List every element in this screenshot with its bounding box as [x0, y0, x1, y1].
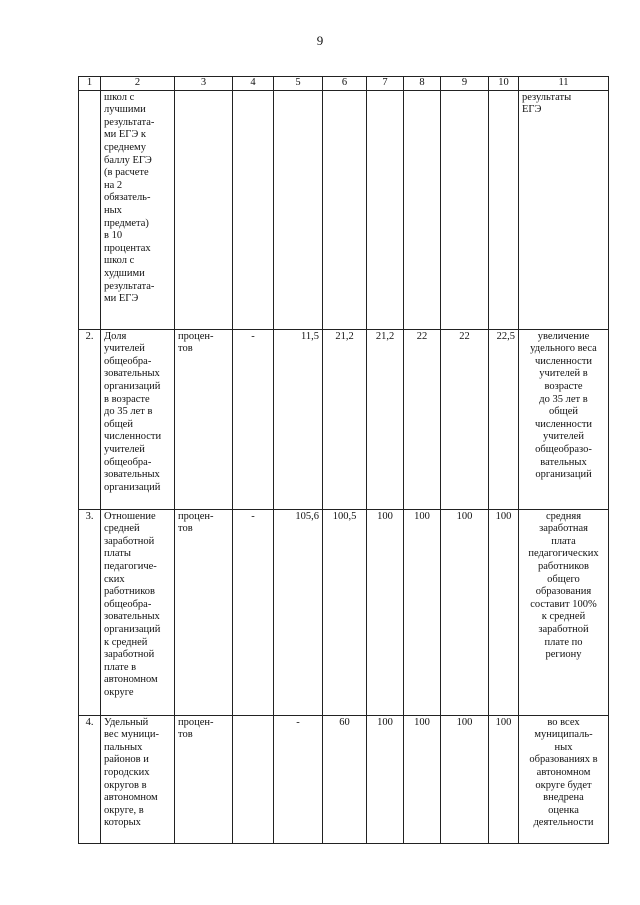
expected-result: средняя заработная плата педагогических работников общего образования составит 100% к средней заработной плате по региону [519, 509, 609, 715]
value-cell: 100,5 [323, 509, 367, 715]
indicators-table [78, 76, 609, 844]
value-cell: 22 [404, 329, 441, 509]
value-cell [441, 90, 489, 329]
header-cell: 3 [175, 77, 233, 91]
page-number: 9 [316, 33, 324, 48]
table-row [79, 715, 609, 843]
header-cell: 5 [274, 77, 323, 91]
header-cell: 10 [489, 77, 519, 91]
value-cell: 100 [489, 715, 519, 843]
value-cell: 100 [367, 509, 404, 715]
value-cell [404, 90, 441, 329]
table-row [79, 90, 609, 329]
header-cell: 8 [404, 77, 441, 91]
row-number: 4. [79, 715, 101, 843]
value-cell: 100 [404, 715, 441, 843]
indicator-name: Доля учителей общеобра- зовательных организаций в возрасте до 35 лет в общей численности учителей общеобра- зовательных организаций [101, 329, 175, 509]
row-number [79, 90, 101, 329]
unit-cell: процен- тов [175, 715, 233, 843]
indicator-name: школ с лучшими результата- ми ЕГЭ к среднему баллу ЕГЭ (в расчете на 2 обязатель- ных предмета) в 10 процентах школ с худшими результата- ми ЕГЭ [101, 90, 175, 329]
value-cell: 100 [404, 509, 441, 715]
indicator-name: Удельный вес муници- пальных районов и городских округов в автономном округе, в которых [101, 715, 175, 843]
header-cell: 1 [79, 77, 101, 91]
unit-cell [175, 90, 233, 329]
header-cell: 6 [323, 77, 367, 91]
value-cell: 100 [489, 509, 519, 715]
value-cell: 105,6 [274, 509, 323, 715]
row-number: 2. [79, 329, 101, 509]
header-cell: 9 [441, 77, 489, 91]
table-row [79, 509, 609, 715]
value-cell [274, 90, 323, 329]
value-cell [323, 90, 367, 329]
value-cell: 22,5 [489, 329, 519, 509]
value-cell [233, 90, 274, 329]
unit-cell: процен- тов [175, 509, 233, 715]
value-cell: - [233, 509, 274, 715]
header-cell: 2 [101, 77, 175, 91]
value-cell: 22 [441, 329, 489, 509]
value-cell [233, 715, 274, 843]
value-cell: 100 [441, 715, 489, 843]
value-cell: 100 [441, 509, 489, 715]
value-cell: 21,2 [323, 329, 367, 509]
value-cell: 11,5 [274, 329, 323, 509]
expected-result: результаты ЕГЭ [519, 90, 609, 329]
header-cell: 4 [233, 77, 274, 91]
value-cell: 21,2 [367, 329, 404, 509]
indicator-name: Отношение средней заработной платы педагогиче- ских работников общеобра- зовательных организаций к средней заработной плате в автономном округе [101, 509, 175, 715]
header-row [79, 77, 609, 91]
value-cell [367, 90, 404, 329]
expected-result: во всех муниципаль- ных образованиях в автономном округе будет внедрена оценка деятельности [519, 715, 609, 843]
value-cell: 100 [367, 715, 404, 843]
expected-result: увеличение удельного веса численности учителей в возрасте до 35 лет в общей численности учителей общеобразо- вательных организаций [519, 329, 609, 509]
table-row [79, 329, 609, 509]
header-cell: 11 [519, 77, 609, 91]
value-cell [489, 90, 519, 329]
value-cell: 60 [323, 715, 367, 843]
row-number: 3. [79, 509, 101, 715]
value-cell: - [233, 329, 274, 509]
header-cell: 7 [367, 77, 404, 91]
unit-cell: процен- тов [175, 329, 233, 509]
value-cell: - [274, 715, 323, 843]
